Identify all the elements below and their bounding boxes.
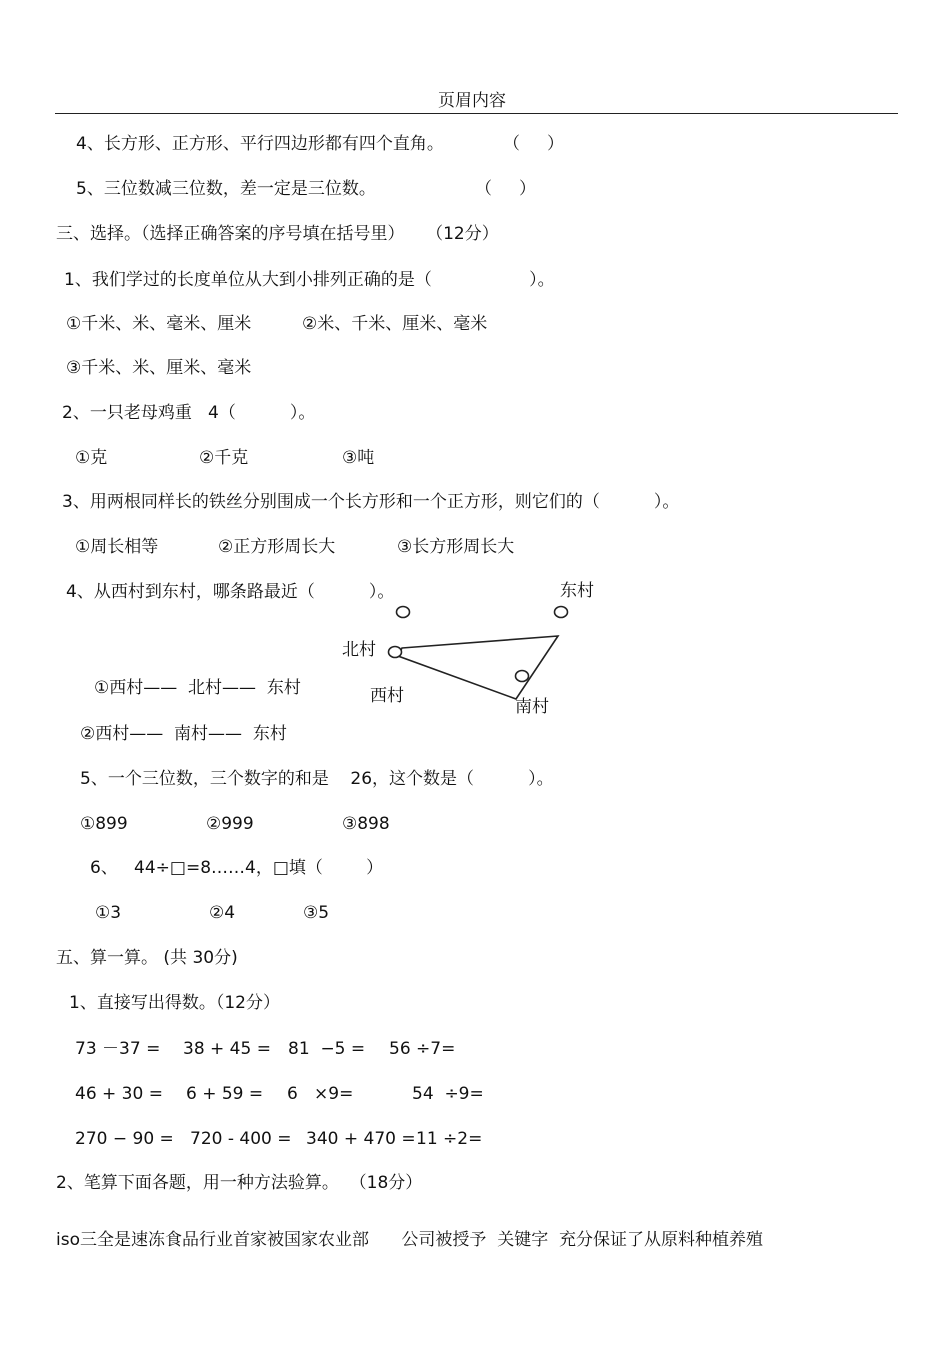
south-village-marker	[516, 671, 529, 682]
calc-item: 56 ÷7=	[389, 1039, 456, 1059]
judge-q5-text: 5、三位数减三位数，差一定是三位数。	[76, 179, 376, 199]
calc-item: 38 + 45 =	[183, 1039, 271, 1059]
choice-q4-option-1: ①西村—— 北村—— 东村	[94, 678, 301, 698]
map-label-east: 东村	[560, 581, 594, 601]
choice-q6-option-1: ①3	[95, 903, 122, 923]
choice-q1-option-1: ①千米、米、毫米、厘米	[66, 314, 252, 334]
section3-title: 三、选择。（选择正确答案的序号填在括号里） （12分）	[56, 224, 499, 244]
choice-q1-option-2: ②米、千米、厘米、毫米	[302, 314, 488, 334]
choice-q6-text: 6、 44÷□=8……4，□填（ ）	[90, 858, 384, 878]
map-label-south: 南村	[515, 697, 549, 717]
choice-q3-option-2: ②正方形周长大	[218, 537, 336, 557]
calc-item: 54 ÷9=	[412, 1084, 484, 1104]
choice-q2-option-1: ①克	[75, 448, 108, 468]
choice-q4-option-2: ②西村—— 南村—— 东村	[80, 724, 287, 744]
calc-item: 46 + 30 =	[75, 1084, 163, 1104]
choice-q2-option-2: ②千克	[199, 448, 249, 468]
east-village-marker	[555, 607, 568, 618]
choice-q2-option-3: ③吨	[342, 448, 375, 468]
calc-item: 340 + 470 =	[306, 1129, 416, 1149]
choice-q1-text: 1、我们学过的长度单位从大到小排列正确的是（ ）。	[64, 270, 555, 290]
judge-q4-bracket: （ ）	[503, 134, 565, 154]
map-label-west: 西村	[370, 686, 404, 706]
footer-text: iso三全是速冻食品行业首家被国家农业部 公司被授予 关键字 充分保证了从原料种植养殖	[56, 1230, 764, 1250]
calc-item: 270 − 90 =	[75, 1129, 174, 1149]
choice-q4-text: 4、从西村到东村，哪条路最近（ ）。	[66, 582, 395, 602]
choice-q5-option-2: ②999	[206, 814, 254, 834]
choice-q3-option-1: ①周长相等	[75, 537, 159, 557]
choice-q5-text: 5、一个三位数，三个数字的和是 26，这个数是（ ）。	[80, 769, 554, 789]
choice-q2-text: 2、一只老母鸡重 4（ ）。	[62, 403, 316, 423]
choice-q5-option-1: ①899	[80, 814, 128, 834]
choice-q1-option-3: ③千米、米、厘米、毫米	[66, 358, 252, 378]
choice-q3-text: 3、用两根同样长的铁丝分别围成一个长方形和一个正方形，则它们的（ ）。	[62, 492, 680, 512]
calc-item: 6 ×9=	[287, 1084, 354, 1104]
calc-item: 11 ÷2=	[416, 1129, 483, 1149]
calc-item: 81 −5 =	[288, 1039, 366, 1059]
map-label-north: 北村	[342, 640, 376, 660]
calc-q1-text: 1、直接写出得数。（12分）	[69, 993, 280, 1013]
calc-item: 6 + 59 =	[186, 1084, 264, 1104]
calc-item: 720 - 400 =	[190, 1129, 292, 1149]
judge-q5-bracket: （ ）	[475, 179, 537, 199]
page-header-title: 页眉内容	[438, 91, 506, 111]
calc-item: 73 －37 =	[75, 1039, 161, 1059]
choice-q5-option-3: ③898	[342, 814, 390, 834]
unlabeled-point-marker	[397, 607, 410, 618]
judge-q4-text: 4、长方形、正方形、平行四边形都有四个直角。	[76, 134, 444, 154]
choice-q6-option-2: ②4	[209, 903, 236, 923]
section5-title: 五、算一算。 (共 30分)	[56, 948, 238, 968]
north-village-marker	[389, 647, 402, 658]
calc-q2-text: 2、笔算下面各题，用一种方法验算。 （18分）	[56, 1173, 423, 1193]
choice-q3-option-3: ③长方形周长大	[397, 537, 515, 557]
route-outline	[398, 636, 558, 699]
choice-q6-option-3: ③5	[303, 903, 330, 923]
